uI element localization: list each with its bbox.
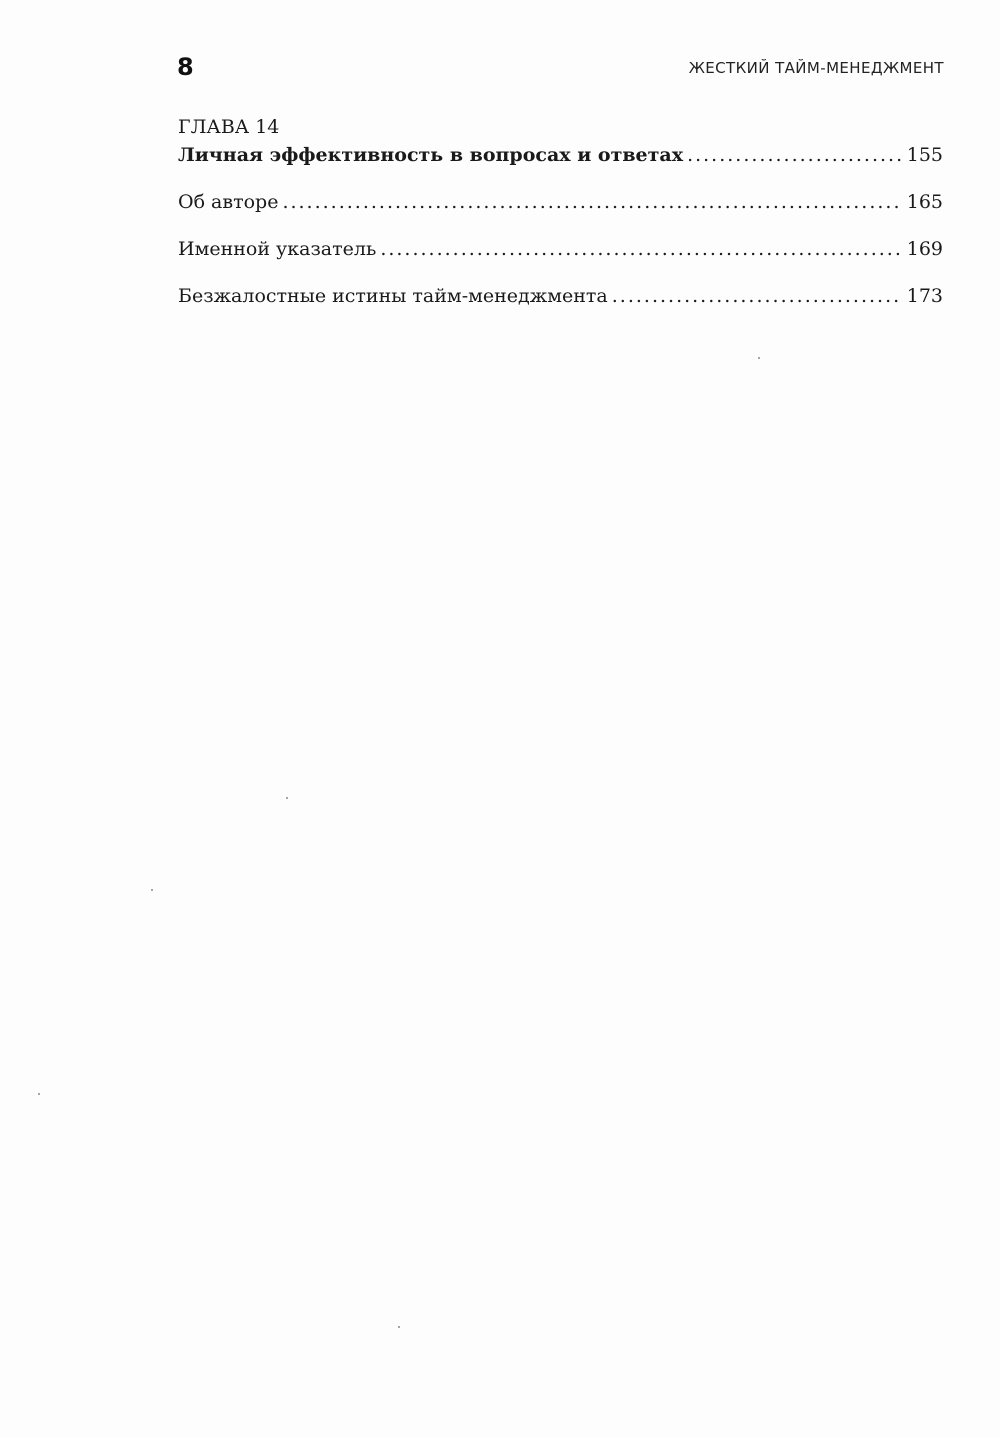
toc-entry-page: 165 <box>906 191 943 213</box>
toc-entry-page: 155 <box>906 144 943 166</box>
scan-speck <box>151 889 153 891</box>
toc-entry <box>178 141 943 169</box>
toc-dot-leader <box>687 141 903 169</box>
toc-dot-leader <box>282 188 902 216</box>
toc-chapter-label: ГЛАВА 14 <box>178 116 280 138</box>
scan-speck <box>286 797 288 799</box>
toc-entry-page: 173 <box>906 285 943 307</box>
running-header: ЖЕСТКИЙ ТАЙМ-МЕНЕДЖМЕНТ <box>688 59 944 77</box>
toc-entry-title: Об авторе <box>178 191 279 213</box>
toc-entry <box>178 235 943 263</box>
table-of-contents <box>178 113 943 310</box>
page-number: 8 <box>177 53 194 81</box>
toc-entry <box>178 188 943 216</box>
toc-dot-leader <box>612 282 903 310</box>
toc-entry-title: Именной указатель <box>178 238 377 260</box>
toc-dot-leader <box>380 235 902 263</box>
scan-speck <box>38 1093 40 1095</box>
scan-speck <box>758 357 760 359</box>
toc-entry <box>178 282 943 310</box>
toc-entry-title: Безжалостные истины тайм-менеджмента <box>178 285 608 307</box>
scan-speck <box>398 1326 400 1328</box>
toc-entry-page: 169 <box>906 238 943 260</box>
toc-entry-title: Личная эффективность в вопросах и ответах <box>178 144 684 166</box>
